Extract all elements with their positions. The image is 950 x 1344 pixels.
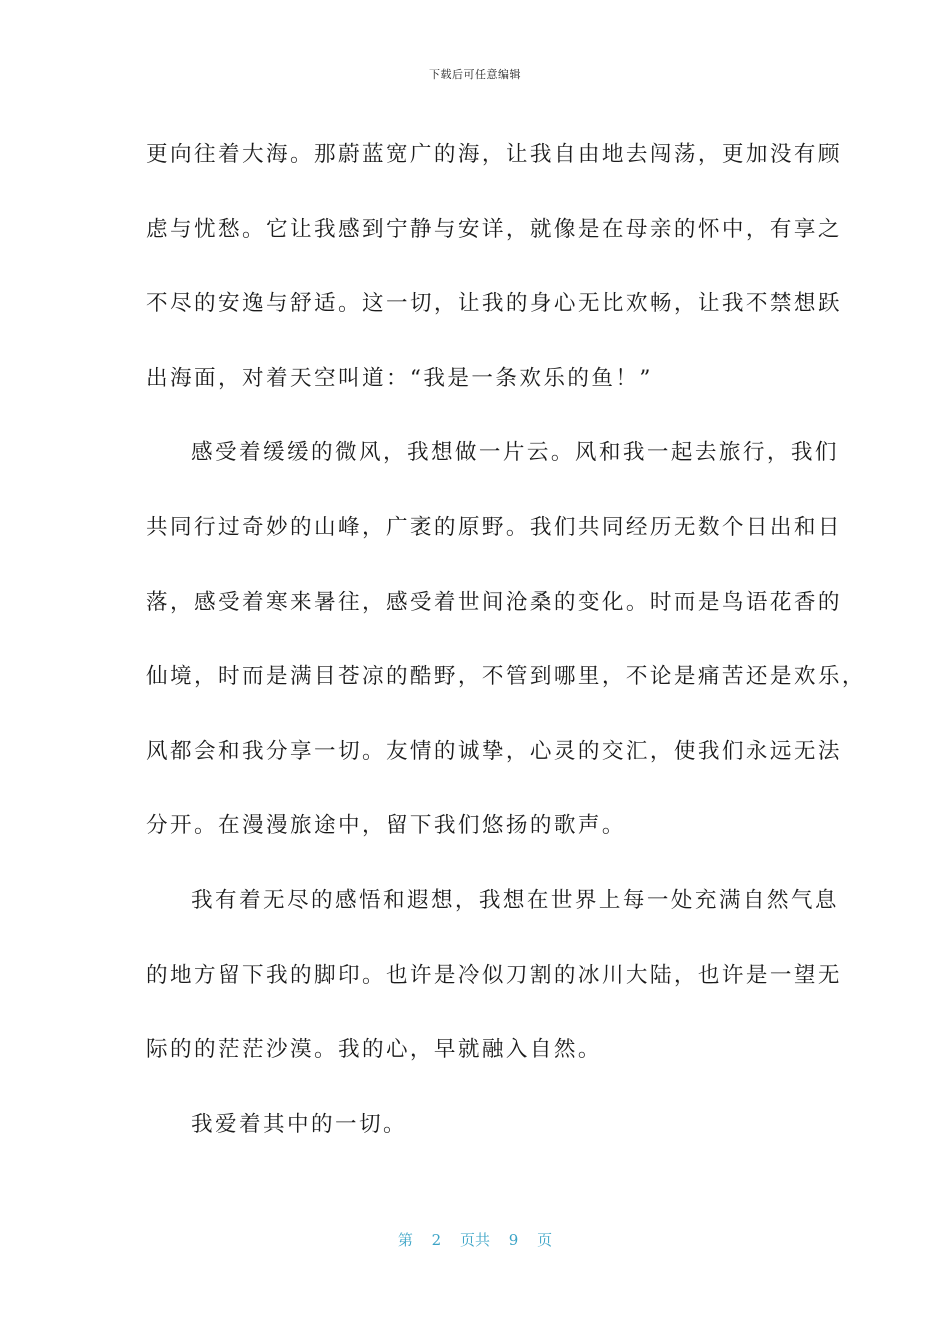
paragraph-start-line: 我有着无尽的感悟和遐想，我想在世界上每一处充满自然气息	[191, 887, 839, 913]
text-line: 落，感受着寒来暑往，感受着世间沧桑的变化。时而是鸟语花香的	[146, 589, 842, 615]
paragraph-start-line: 感受着缓缓的微风，我想做一片云。风和我一起去旅行，我们	[191, 440, 839, 466]
footer-prefix: 第	[397, 1231, 413, 1249]
text-line: 出海面，对着天空叫道：“我是一条欢乐的鱼！”	[146, 365, 653, 391]
text-line: 不尽的安逸与舒适。这一切，让我的身心无比欢畅，让我不禁想跃	[146, 291, 842, 317]
footer-total-pages: 9	[508, 1231, 519, 1249]
text-line: 更向往着大海。那蔚蓝宽广的海，让我自由地去闯荡，更加没有顾	[146, 142, 842, 167]
header-text: 下载后可任意编辑	[429, 68, 521, 81]
body-text	[146, 118, 866, 1162]
text-line: 仙境，时而是满目苍凉的酷野，不管到哪里，不论是痛苦还是欢乐，	[146, 664, 866, 690]
footer-middle: 页共	[459, 1231, 490, 1249]
text-line: 风都会和我分享一切。友情的诚挚，心灵的交汇，使我们永远无法	[146, 738, 842, 764]
footer-suffix: 页	[537, 1231, 553, 1249]
text-line: 分开。在漫漫旅途中，留下我们悠扬的歌声。	[146, 813, 626, 839]
text-line: 共同行过奇妙的山峰，广袤的原野。我们共同经历无数个日出和日	[146, 514, 842, 540]
footer-current-page: 2	[431, 1231, 442, 1249]
page-header	[0, 66, 950, 82]
page-footer	[0, 1229, 950, 1250]
paragraph-start-line: 我爱着其中的一切。	[191, 1111, 407, 1137]
text-line: 虑与忧愁。它让我感到宁静与安详，就像是在母亲的怀中，有享之	[146, 216, 842, 242]
text-line: 的地方留下我的脚印。也许是冷似刀割的冰川大陆，也许是一望无	[146, 962, 842, 988]
text-line: 际的的茫茫沙漠。我的心，早就融入自然。	[146, 1037, 602, 1063]
